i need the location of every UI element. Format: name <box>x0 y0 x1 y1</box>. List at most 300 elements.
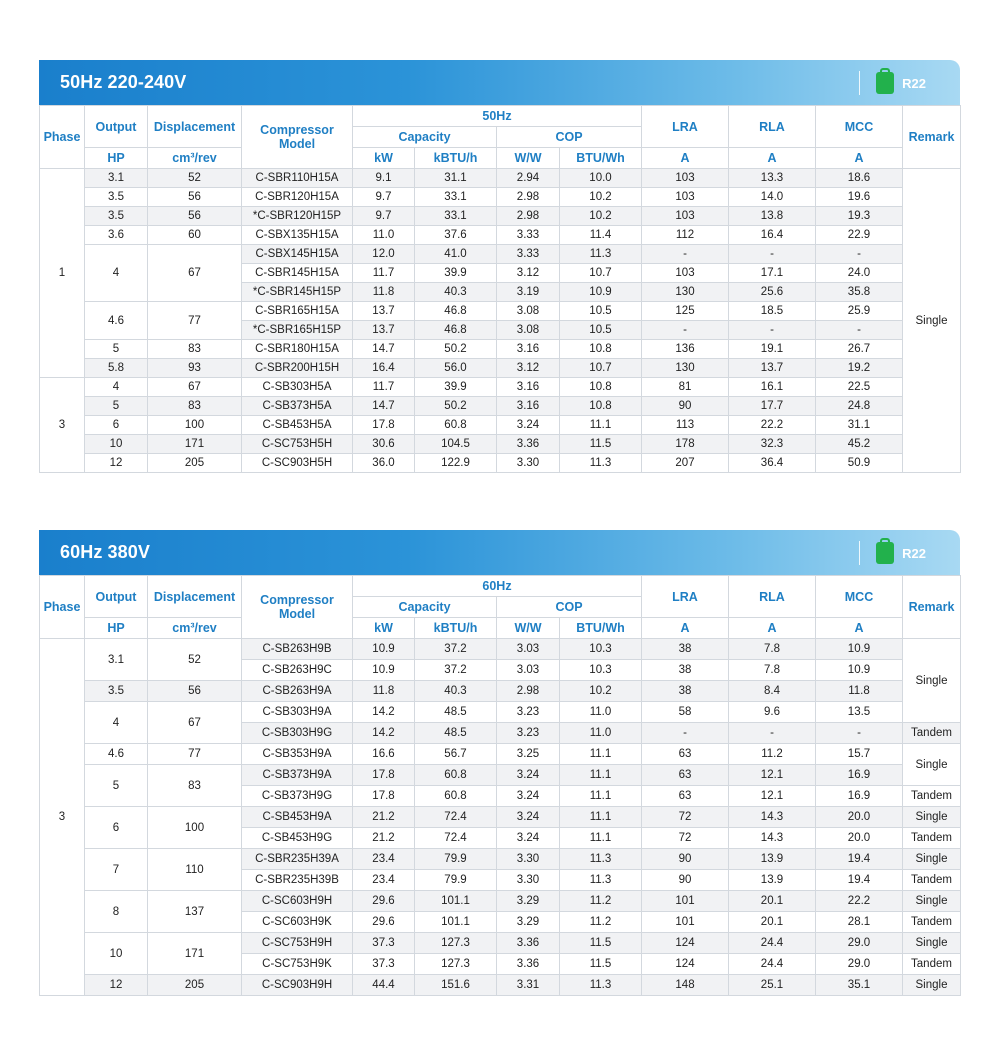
cell-kw: 14.7 <box>353 340 415 359</box>
cell-lra: 113 <box>642 416 729 435</box>
cell-model: C-SB263H9C <box>242 660 353 681</box>
cell-lra: 72 <box>642 807 729 828</box>
cell-lra: 63 <box>642 744 729 765</box>
cell-mcc: 20.0 <box>816 828 903 849</box>
header-mcc: MCC <box>816 576 903 618</box>
cell-ww: 3.03 <box>497 639 560 660</box>
cell-hp: 5 <box>85 340 148 359</box>
cell-displacement: 137 <box>148 891 242 933</box>
header-cop: COP <box>497 127 642 148</box>
cell-ww: 3.36 <box>497 435 560 454</box>
cell-hp: 10 <box>85 933 148 975</box>
header-displacement: Displacement <box>148 106 242 148</box>
table-row <box>40 807 961 828</box>
cell-ww: 3.23 <box>497 723 560 744</box>
table-row <box>40 226 961 245</box>
cell-btu: 11.1 <box>560 416 642 435</box>
unit-mcc: A <box>816 618 903 639</box>
cell-mcc: 13.5 <box>816 702 903 723</box>
cell-rla: 13.9 <box>729 849 816 870</box>
cell-mcc: 19.3 <box>816 207 903 226</box>
cell-lra: 72 <box>642 828 729 849</box>
cell-hp: 4.6 <box>85 302 148 340</box>
cell-ww: 2.98 <box>497 681 560 702</box>
cell-lra: 38 <box>642 681 729 702</box>
table-row <box>40 681 961 702</box>
cell-kbtu: 122.9 <box>415 454 497 473</box>
cell-rla: - <box>729 245 816 264</box>
header-output: Output <box>85 576 148 618</box>
header-lra: LRA <box>642 576 729 618</box>
cell-model: C-SBR110H15A <box>242 169 353 188</box>
cell-displacement: 100 <box>148 416 242 435</box>
cell-lra: 125 <box>642 302 729 321</box>
unit-hp: HP <box>85 148 148 169</box>
cell-hp: 3.5 <box>85 188 148 207</box>
cell-displacement: 83 <box>148 397 242 416</box>
cell-hp: 3.5 <box>85 681 148 702</box>
cell-displacement: 83 <box>148 765 242 807</box>
table-row <box>40 435 961 454</box>
cell-ww: 3.08 <box>497 321 560 340</box>
table-row <box>40 891 961 912</box>
cell-btu: 11.5 <box>560 954 642 975</box>
cell-hp: 3.1 <box>85 639 148 681</box>
cell-rla: 17.7 <box>729 397 816 416</box>
cell-rla: 8.4 <box>729 681 816 702</box>
unit-displacement: cm³/rev <box>148 618 242 639</box>
cell-kbtu: 33.1 <box>415 188 497 207</box>
cell-kw: 11.0 <box>353 226 415 245</box>
cell-displacement: 77 <box>148 302 242 340</box>
table-row <box>40 933 961 954</box>
cell-lra: 101 <box>642 891 729 912</box>
cell-lra: 38 <box>642 660 729 681</box>
cell-hp: 3.5 <box>85 207 148 226</box>
cell-kw: 13.7 <box>353 321 415 340</box>
cell-rla: 14.3 <box>729 828 816 849</box>
cell-kw: 23.4 <box>353 849 415 870</box>
unit-displacement: cm³/rev <box>148 148 242 169</box>
cell-btu: 11.1 <box>560 807 642 828</box>
cell-lra: 63 <box>642 765 729 786</box>
cell-kbtu: 48.5 <box>415 723 497 744</box>
cell-ww: 3.24 <box>497 416 560 435</box>
cell-rla: 13.7 <box>729 359 816 378</box>
header-remark: Remark <box>903 106 961 169</box>
cell-kbtu: 33.1 <box>415 207 497 226</box>
cell-kbtu: 60.8 <box>415 765 497 786</box>
cell-mcc: 28.1 <box>816 912 903 933</box>
cell-kbtu: 56.0 <box>415 359 497 378</box>
spec-table <box>39 105 961 473</box>
cell-remark: Tandem <box>903 786 961 807</box>
cell-mcc: 18.6 <box>816 169 903 188</box>
cell-btu: 11.5 <box>560 435 642 454</box>
cell-mcc: 45.2 <box>816 435 903 454</box>
cell-lra: 103 <box>642 169 729 188</box>
cell-btu: 11.1 <box>560 828 642 849</box>
cell-rla: 12.1 <box>729 786 816 807</box>
cell-remark: Single <box>903 975 961 996</box>
cell-kw: 13.7 <box>353 302 415 321</box>
cell-model: C-SC903H5H <box>242 454 353 473</box>
cell-model: C-SC753H9K <box>242 954 353 975</box>
cell-lra: 136 <box>642 340 729 359</box>
cell-model: C-SB303H9A <box>242 702 353 723</box>
cell-lra: 101 <box>642 912 729 933</box>
cell-remark: Tandem <box>903 828 961 849</box>
unit-rla: A <box>729 148 816 169</box>
cell-kw: 17.8 <box>353 416 415 435</box>
cell-lra: 90 <box>642 870 729 891</box>
cell-hp: 10 <box>85 435 148 454</box>
cell-ww: 3.30 <box>497 849 560 870</box>
refrigerant-cylinder-icon <box>876 542 894 564</box>
cell-ww: 3.23 <box>497 702 560 723</box>
cell-kw: 16.4 <box>353 359 415 378</box>
cell-model: C-SB373H5A <box>242 397 353 416</box>
cell-rla: 14.0 <box>729 188 816 207</box>
badge-divider <box>859 541 860 565</box>
cell-kw: 23.4 <box>353 870 415 891</box>
cell-ww: 3.16 <box>497 340 560 359</box>
cell-lra: 148 <box>642 975 729 996</box>
cell-ww: 3.33 <box>497 245 560 264</box>
unit-kw: kW <box>353 618 415 639</box>
section-banner <box>39 530 960 575</box>
cell-rla: 13.9 <box>729 870 816 891</box>
cell-hp: 4 <box>85 702 148 744</box>
cell-model: C-SBR145H15A <box>242 264 353 283</box>
cell-mcc: 24.0 <box>816 264 903 283</box>
cell-model: C-SB303H5A <box>242 378 353 397</box>
unit-kw: kW <box>353 148 415 169</box>
cell-mcc: 19.2 <box>816 359 903 378</box>
cell-kbtu: 151.6 <box>415 975 497 996</box>
cell-model: C-SC603H9K <box>242 912 353 933</box>
cell-lra: 207 <box>642 454 729 473</box>
cell-lra: 58 <box>642 702 729 723</box>
cell-lra: - <box>642 723 729 744</box>
cell-mcc: - <box>816 245 903 264</box>
table-row <box>40 416 961 435</box>
cell-lra: 103 <box>642 188 729 207</box>
cell-model: C-SBX135H15A <box>242 226 353 245</box>
cell-model: C-SC603H9H <box>242 891 353 912</box>
cell-mcc: - <box>816 723 903 744</box>
cell-remark: Single <box>903 744 961 786</box>
cell-kbtu: 50.2 <box>415 397 497 416</box>
unit-rla: A <box>729 618 816 639</box>
cell-btu: 11.3 <box>560 975 642 996</box>
cell-btu: 10.5 <box>560 321 642 340</box>
cell-rla: 32.3 <box>729 435 816 454</box>
cell-mcc: 50.9 <box>816 454 903 473</box>
header-model: Compressor Model <box>242 106 353 169</box>
cell-rla: - <box>729 723 816 744</box>
cell-remark: Tandem <box>903 912 961 933</box>
header-lra: LRA <box>642 106 729 148</box>
table-row <box>40 639 961 660</box>
cell-ww: 2.94 <box>497 169 560 188</box>
cell-model: C-SB303H9G <box>242 723 353 744</box>
cell-mcc: 29.0 <box>816 933 903 954</box>
cell-btu: 11.4 <box>560 226 642 245</box>
cell-kw: 30.6 <box>353 435 415 454</box>
header-capacity: Capacity <box>353 597 497 618</box>
refrigerant-label: R22 <box>902 75 926 91</box>
cell-hp: 4 <box>85 245 148 302</box>
spec-section-60hz <box>39 530 960 996</box>
cell-remark: Single <box>903 807 961 828</box>
cell-kbtu: 37.2 <box>415 639 497 660</box>
header-capacity: Capacity <box>353 127 497 148</box>
cell-kw: 37.3 <box>353 954 415 975</box>
cell-rla: 7.8 <box>729 660 816 681</box>
cell-btu: 11.1 <box>560 786 642 807</box>
cell-kw: 11.7 <box>353 264 415 283</box>
cell-btu: 11.1 <box>560 744 642 765</box>
cell-kw: 10.9 <box>353 639 415 660</box>
cell-displacement: 56 <box>148 681 242 702</box>
cell-rla: 16.4 <box>729 226 816 245</box>
cell-displacement: 67 <box>148 378 242 397</box>
cell-lra: 178 <box>642 435 729 454</box>
cell-rla: 16.1 <box>729 378 816 397</box>
refrigerant-cylinder-icon <box>876 72 894 94</box>
cell-remark: Tandem <box>903 723 961 744</box>
cell-kw: 17.8 <box>353 786 415 807</box>
cell-model: C-SB453H9A <box>242 807 353 828</box>
cell-phase: 3 <box>40 378 85 473</box>
cell-displacement: 56 <box>148 207 242 226</box>
cell-ww: 3.30 <box>497 870 560 891</box>
cell-model: C-SB353H9A <box>242 744 353 765</box>
cell-kw: 29.6 <box>353 912 415 933</box>
cell-ww: 3.16 <box>497 397 560 416</box>
cell-kw: 9.7 <box>353 188 415 207</box>
cell-ww: 3.19 <box>497 283 560 302</box>
cell-btu: 11.3 <box>560 245 642 264</box>
unit-btu: BTU/Wh <box>560 148 642 169</box>
cell-btu: 11.0 <box>560 702 642 723</box>
cell-kw: 29.6 <box>353 891 415 912</box>
cell-kbtu: 56.7 <box>415 744 497 765</box>
cell-mcc: 35.8 <box>816 283 903 302</box>
cell-displacement: 100 <box>148 807 242 849</box>
cell-kw: 17.8 <box>353 765 415 786</box>
cell-btu: 10.9 <box>560 283 642 302</box>
header-mcc: MCC <box>816 106 903 148</box>
cell-model: C-SB453H5A <box>242 416 353 435</box>
table-row <box>40 765 961 786</box>
cell-mcc: 22.9 <box>816 226 903 245</box>
table-row <box>40 397 961 416</box>
cell-kw: 21.2 <box>353 807 415 828</box>
unit-ww: W/W <box>497 148 560 169</box>
cell-kbtu: 79.9 <box>415 849 497 870</box>
cell-btu: 11.1 <box>560 765 642 786</box>
cell-kw: 16.6 <box>353 744 415 765</box>
cell-model: C-SBR120H15A <box>242 188 353 207</box>
cell-hp: 12 <box>85 975 148 996</box>
cell-hp: 5 <box>85 765 148 807</box>
cell-kbtu: 72.4 <box>415 807 497 828</box>
cell-rla: 12.1 <box>729 765 816 786</box>
cell-btu: 10.7 <box>560 264 642 283</box>
cell-mcc: 26.7 <box>816 340 903 359</box>
cell-kbtu: 101.1 <box>415 912 497 933</box>
cell-displacement: 77 <box>148 744 242 765</box>
cell-kbtu: 101.1 <box>415 891 497 912</box>
cell-rla: 9.6 <box>729 702 816 723</box>
cell-kbtu: 127.3 <box>415 933 497 954</box>
unit-kbtu: kBTU/h <box>415 618 497 639</box>
cell-kw: 11.8 <box>353 681 415 702</box>
cell-kw: 14.7 <box>353 397 415 416</box>
cell-kbtu: 72.4 <box>415 828 497 849</box>
cell-rla: 14.3 <box>729 807 816 828</box>
cell-mcc: 25.9 <box>816 302 903 321</box>
cell-mcc: - <box>816 321 903 340</box>
cell-kw: 37.3 <box>353 933 415 954</box>
refrigerant-label: R22 <box>902 545 926 561</box>
spec-section-50hz <box>39 60 960 473</box>
cell-ww: 3.29 <box>497 891 560 912</box>
cell-kw: 9.7 <box>353 207 415 226</box>
cell-rla: 36.4 <box>729 454 816 473</box>
cell-rla: - <box>729 321 816 340</box>
cell-kbtu: 104.5 <box>415 435 497 454</box>
cell-btu: 10.2 <box>560 681 642 702</box>
cell-ww: 3.03 <box>497 660 560 681</box>
cell-mcc: 10.9 <box>816 660 903 681</box>
cell-ww: 3.24 <box>497 786 560 807</box>
cell-hp: 7 <box>85 849 148 891</box>
table-row <box>40 454 961 473</box>
cell-phase: 3 <box>40 639 85 996</box>
cell-kbtu: 46.8 <box>415 302 497 321</box>
cell-rla: 22.2 <box>729 416 816 435</box>
cell-hp: 4.6 <box>85 744 148 765</box>
cell-mcc: 10.9 <box>816 639 903 660</box>
header-frequency: 50Hz <box>353 106 642 127</box>
cell-rla: 11.2 <box>729 744 816 765</box>
cell-ww: 3.08 <box>497 302 560 321</box>
cell-kw: 11.8 <box>353 283 415 302</box>
cell-model: C-SBR235H39B <box>242 870 353 891</box>
cell-hp: 4 <box>85 378 148 397</box>
cell-remark: Single <box>903 639 961 723</box>
cell-phase: 1 <box>40 169 85 378</box>
cell-btu: 10.8 <box>560 378 642 397</box>
cell-rla: 24.4 <box>729 933 816 954</box>
header-output: Output <box>85 106 148 148</box>
cell-kw: 14.2 <box>353 723 415 744</box>
cell-mcc: 29.0 <box>816 954 903 975</box>
table-row <box>40 359 961 378</box>
cell-btu: 11.3 <box>560 454 642 473</box>
table-row <box>40 744 961 765</box>
cell-lra: 90 <box>642 849 729 870</box>
header-model: Compressor Model <box>242 576 353 639</box>
cell-rla: 25.1 <box>729 975 816 996</box>
cell-displacement: 93 <box>148 359 242 378</box>
cell-rla: 13.3 <box>729 169 816 188</box>
cell-displacement: 52 <box>148 169 242 188</box>
cell-mcc: 16.9 <box>816 765 903 786</box>
cell-mcc: 35.1 <box>816 975 903 996</box>
cell-remark: Single <box>903 891 961 912</box>
cell-kw: 12.0 <box>353 245 415 264</box>
cell-kbtu: 31.1 <box>415 169 497 188</box>
cell-kbtu: 37.2 <box>415 660 497 681</box>
refrigerant-badge <box>859 539 926 567</box>
cell-remark: Single <box>903 933 961 954</box>
cell-btu: 10.0 <box>560 169 642 188</box>
unit-lra: A <box>642 618 729 639</box>
refrigerant-badge <box>859 69 926 97</box>
cell-displacement: 83 <box>148 340 242 359</box>
cell-btu: 10.2 <box>560 207 642 226</box>
cell-kbtu: 39.9 <box>415 264 497 283</box>
table-row <box>40 302 961 321</box>
cell-hp: 5.8 <box>85 359 148 378</box>
cell-btu: 10.2 <box>560 188 642 207</box>
cell-lra: 90 <box>642 397 729 416</box>
cell-rla: 20.1 <box>729 912 816 933</box>
cell-displacement: 67 <box>148 702 242 744</box>
cell-model: C-SB373H9G <box>242 786 353 807</box>
cell-remark: Single <box>903 169 961 473</box>
cell-kbtu: 127.3 <box>415 954 497 975</box>
header-phase: Phase <box>40 106 85 169</box>
cell-rla: 17.1 <box>729 264 816 283</box>
table-row <box>40 702 961 723</box>
cell-kw: 9.1 <box>353 169 415 188</box>
cell-ww: 3.24 <box>497 765 560 786</box>
cell-kbtu: 46.8 <box>415 321 497 340</box>
unit-lra: A <box>642 148 729 169</box>
cell-remark: Single <box>903 849 961 870</box>
cell-kw: 14.2 <box>353 702 415 723</box>
section-title: 60Hz 380V <box>60 542 150 562</box>
unit-hp: HP <box>85 618 148 639</box>
table-row <box>40 169 961 188</box>
cell-ww: 3.12 <box>497 359 560 378</box>
cell-btu: 10.7 <box>560 359 642 378</box>
table-row <box>40 207 961 226</box>
cell-model: *C-SBR120H15P <box>242 207 353 226</box>
cell-model: C-SB263H9B <box>242 639 353 660</box>
cell-model: C-SBX145H15A <box>242 245 353 264</box>
section-title: 50Hz 220-240V <box>60 72 187 92</box>
unit-mcc: A <box>816 148 903 169</box>
cell-rla: 7.8 <box>729 639 816 660</box>
cell-ww: 2.98 <box>497 207 560 226</box>
cell-btu: 11.2 <box>560 912 642 933</box>
header-remark: Remark <box>903 576 961 639</box>
cell-displacement: 110 <box>148 849 242 891</box>
header-cop: COP <box>497 597 642 618</box>
cell-ww: 3.25 <box>497 744 560 765</box>
table-row <box>40 849 961 870</box>
unit-btu: BTU/Wh <box>560 618 642 639</box>
unit-ww: W/W <box>497 618 560 639</box>
cell-displacement: 205 <box>148 454 242 473</box>
cell-model: C-SB263H9A <box>242 681 353 702</box>
